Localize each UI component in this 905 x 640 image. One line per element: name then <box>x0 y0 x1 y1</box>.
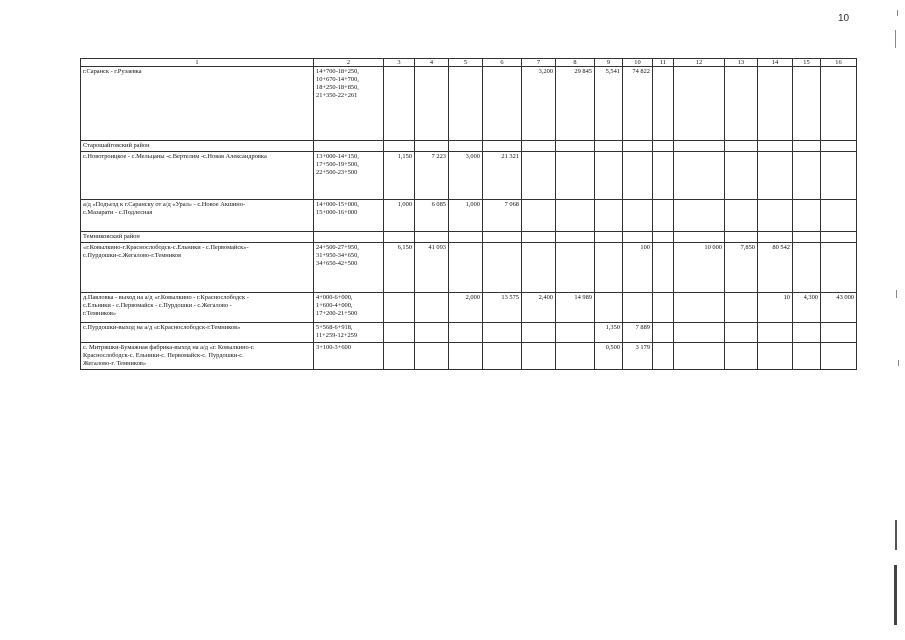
value-cell <box>449 67 483 141</box>
value-cell <box>674 343 725 370</box>
value-cell <box>725 67 758 141</box>
section-row <box>81 232 857 243</box>
value-cell: 7 223 <box>415 152 449 200</box>
value-cell <box>653 293 674 323</box>
scan-artifact <box>895 30 896 48</box>
value-cell <box>653 67 674 141</box>
value-cell: 14 989 <box>556 293 595 323</box>
road-name: а/д «Подъезд к г.Саранску от а/д «Урал» - с.Новое Акшино- с.Мазарати - с.Подлесная <box>81 200 314 232</box>
value-cell: 3,000 <box>449 152 483 200</box>
value-cell: 7 068 <box>483 200 522 232</box>
value-cell: 10 000 <box>674 243 725 293</box>
value-cell: 7,850 <box>725 243 758 293</box>
road-name: «г.Ковылкино-г.Краснослободск-с.Ельники - с.Первомайск»- с.Пурдошки-с.Жегалово-г.Темников <box>81 243 314 293</box>
value-cell <box>595 243 623 293</box>
value-cell: 4,300 <box>793 293 821 323</box>
value-cell <box>483 243 522 293</box>
table-cell <box>674 141 725 152</box>
scan-artifact <box>898 360 899 366</box>
section-title: Старошайговский район <box>81 141 314 152</box>
value-cell <box>821 67 857 141</box>
road-section-km: 13+000-14+150, 17+500-19+500, 22+500-23+500 <box>314 152 384 200</box>
value-cell <box>821 200 857 232</box>
table-cell <box>384 232 415 243</box>
value-cell: 7 889 <box>623 323 653 343</box>
value-cell <box>758 323 793 343</box>
column-header: 9 <box>595 59 623 67</box>
value-cell: 1,000 <box>449 200 483 232</box>
road-name: с. Митряшки-Бумажная фабрика-выход на а/д «г. Ковылкино-г. Краснослободск-с. Ельники-с. Первомайск-с. Пурдошки-с. Жегалово-г. Темников» <box>81 343 314 370</box>
value-cell <box>556 200 595 232</box>
road-section-km: 24+500-27+950, 31+950-34+650, 34+650-42+500 <box>314 243 384 293</box>
value-cell <box>623 293 653 323</box>
value-cell <box>758 343 793 370</box>
table-cell <box>483 232 522 243</box>
value-cell <box>483 343 522 370</box>
table-cell <box>758 141 793 152</box>
table-row <box>81 343 857 370</box>
scan-artifact <box>897 10 898 16</box>
table-cell <box>653 232 674 243</box>
table-row <box>81 200 857 232</box>
value-cell: 6 085 <box>415 200 449 232</box>
table-cell <box>821 141 857 152</box>
value-cell: 41 093 <box>415 243 449 293</box>
table-cell <box>314 141 384 152</box>
value-cell <box>821 243 857 293</box>
column-header: 8 <box>556 59 595 67</box>
value-cell <box>653 200 674 232</box>
table-row <box>81 243 857 293</box>
column-header: 7 <box>522 59 556 67</box>
value-cell <box>449 243 483 293</box>
value-cell <box>821 343 857 370</box>
value-cell <box>793 323 821 343</box>
column-header: 2 <box>314 59 384 67</box>
value-cell: 100 <box>623 243 653 293</box>
table-cell <box>522 232 556 243</box>
road-name: г.Саранск - г.Рузаевка <box>81 67 314 141</box>
column-header: 16 <box>821 59 857 67</box>
value-cell <box>821 152 857 200</box>
value-cell: 1,000 <box>384 200 415 232</box>
section-row <box>81 141 857 152</box>
value-cell: 3 179 <box>623 343 653 370</box>
value-cell <box>384 293 415 323</box>
value-cell: 1,150 <box>384 152 415 200</box>
value-cell <box>415 343 449 370</box>
value-cell <box>725 200 758 232</box>
value-cell: 29 845 <box>556 67 595 141</box>
value-cell <box>384 323 415 343</box>
value-cell <box>384 343 415 370</box>
table-cell <box>793 232 821 243</box>
road-section-km: 5+568-6+918, 11+259-12+259 <box>314 323 384 343</box>
scan-artifact <box>894 565 897 625</box>
value-cell <box>821 323 857 343</box>
value-cell: 80 542 <box>758 243 793 293</box>
table-cell <box>725 232 758 243</box>
value-cell: 6,150 <box>384 243 415 293</box>
value-cell <box>674 200 725 232</box>
value-cell <box>522 200 556 232</box>
value-cell <box>653 323 674 343</box>
column-header: 3 <box>384 59 415 67</box>
value-cell <box>793 67 821 141</box>
value-cell <box>483 323 522 343</box>
column-header: 14 <box>758 59 793 67</box>
value-cell <box>522 343 556 370</box>
table-cell <box>725 141 758 152</box>
value-cell <box>653 343 674 370</box>
table-cell <box>556 232 595 243</box>
value-cell: 3,200 <box>522 67 556 141</box>
table-row <box>81 293 857 323</box>
value-cell <box>758 200 793 232</box>
road-name: д.Павловка - выход на а/д «г.Ковылкино - г.Краснослободск - с.Ельники - с.Первомайск - с.Пурдошки - с.Жегалово - г.Темников» <box>81 293 314 323</box>
road-section-km: 3+100-3+600 <box>314 343 384 370</box>
value-cell: 13 575 <box>483 293 522 323</box>
value-cell: 0,500 <box>595 343 623 370</box>
column-header: 10 <box>623 59 653 67</box>
value-cell <box>793 343 821 370</box>
value-cell <box>556 343 595 370</box>
value-cell <box>522 323 556 343</box>
value-cell <box>415 323 449 343</box>
column-header: 5 <box>449 59 483 67</box>
table-cell <box>384 141 415 152</box>
table-cell <box>758 232 793 243</box>
value-cell <box>674 293 725 323</box>
table-cell <box>595 141 623 152</box>
value-cell <box>725 323 758 343</box>
column-header: 11 <box>653 59 674 67</box>
table-row <box>81 152 857 200</box>
column-header: 6 <box>483 59 522 67</box>
value-cell: 2,000 <box>449 293 483 323</box>
value-cell <box>556 243 595 293</box>
column-header: 1 <box>81 59 314 67</box>
table-cell <box>793 141 821 152</box>
table-cell <box>314 232 384 243</box>
table-cell <box>653 141 674 152</box>
value-cell <box>595 293 623 323</box>
value-cell: 43 000 <box>821 293 857 323</box>
table-cell <box>415 232 449 243</box>
table-row <box>81 67 857 141</box>
value-cell <box>623 152 653 200</box>
value-cell <box>449 343 483 370</box>
column-header: 12 <box>674 59 725 67</box>
value-cell <box>674 152 725 200</box>
table-cell <box>556 141 595 152</box>
scan-artifact <box>896 290 897 298</box>
value-cell <box>449 323 483 343</box>
table-cell <box>595 232 623 243</box>
value-cell <box>758 67 793 141</box>
value-cell <box>725 152 758 200</box>
table-cell <box>449 232 483 243</box>
table-cell <box>674 232 725 243</box>
value-cell <box>483 67 522 141</box>
value-cell <box>758 152 793 200</box>
section-title: Темниковский район <box>81 232 314 243</box>
table-row <box>81 323 857 343</box>
value-cell <box>556 152 595 200</box>
value-cell <box>522 152 556 200</box>
value-cell: 21 321 <box>483 152 522 200</box>
value-cell <box>595 152 623 200</box>
value-cell <box>522 243 556 293</box>
value-cell <box>415 67 449 141</box>
value-cell <box>556 323 595 343</box>
value-cell <box>674 67 725 141</box>
page-number: 10 <box>838 13 850 24</box>
value-cell: 1,350 <box>595 323 623 343</box>
table-cell <box>623 141 653 152</box>
table-cell <box>821 232 857 243</box>
value-cell <box>653 243 674 293</box>
value-cell: 5,541 <box>595 67 623 141</box>
value-cell <box>653 152 674 200</box>
road-section-km: 14+700-18+250, 10+670-14+700, 18+250-18+850, 21+350-22+261 <box>314 67 384 141</box>
table-cell <box>623 232 653 243</box>
table-cell <box>483 141 522 152</box>
road-works-table <box>80 58 857 370</box>
table-cell <box>522 141 556 152</box>
table-header-row <box>81 59 857 67</box>
scan-artifact <box>895 520 897 550</box>
road-name: с.Пурдошки-выход на а/д «г.Краснослободск-г.Темников» <box>81 323 314 343</box>
table-cell <box>415 141 449 152</box>
value-cell: 74 822 <box>623 67 653 141</box>
value-cell <box>384 67 415 141</box>
road-section-km: 14+000-15+000, 15+000-16+000 <box>314 200 384 232</box>
value-cell <box>793 200 821 232</box>
value-cell <box>793 243 821 293</box>
value-cell <box>793 152 821 200</box>
value-cell <box>725 343 758 370</box>
column-header: 13 <box>725 59 758 67</box>
value-cell: 2,400 <box>522 293 556 323</box>
value-cell <box>415 293 449 323</box>
column-header: 4 <box>415 59 449 67</box>
road-name: с.Новотроицкое - с.Мельцаны -с.Вертелим -с.Новая Александровка <box>81 152 314 200</box>
value-cell <box>674 323 725 343</box>
value-cell <box>623 200 653 232</box>
road-section-km: 4+000-6+000, 1+600-4+000, 17+200-21+500 <box>314 293 384 323</box>
value-cell <box>595 200 623 232</box>
column-header: 15 <box>793 59 821 67</box>
table-cell <box>449 141 483 152</box>
value-cell <box>725 293 758 323</box>
value-cell: 10 <box>758 293 793 323</box>
